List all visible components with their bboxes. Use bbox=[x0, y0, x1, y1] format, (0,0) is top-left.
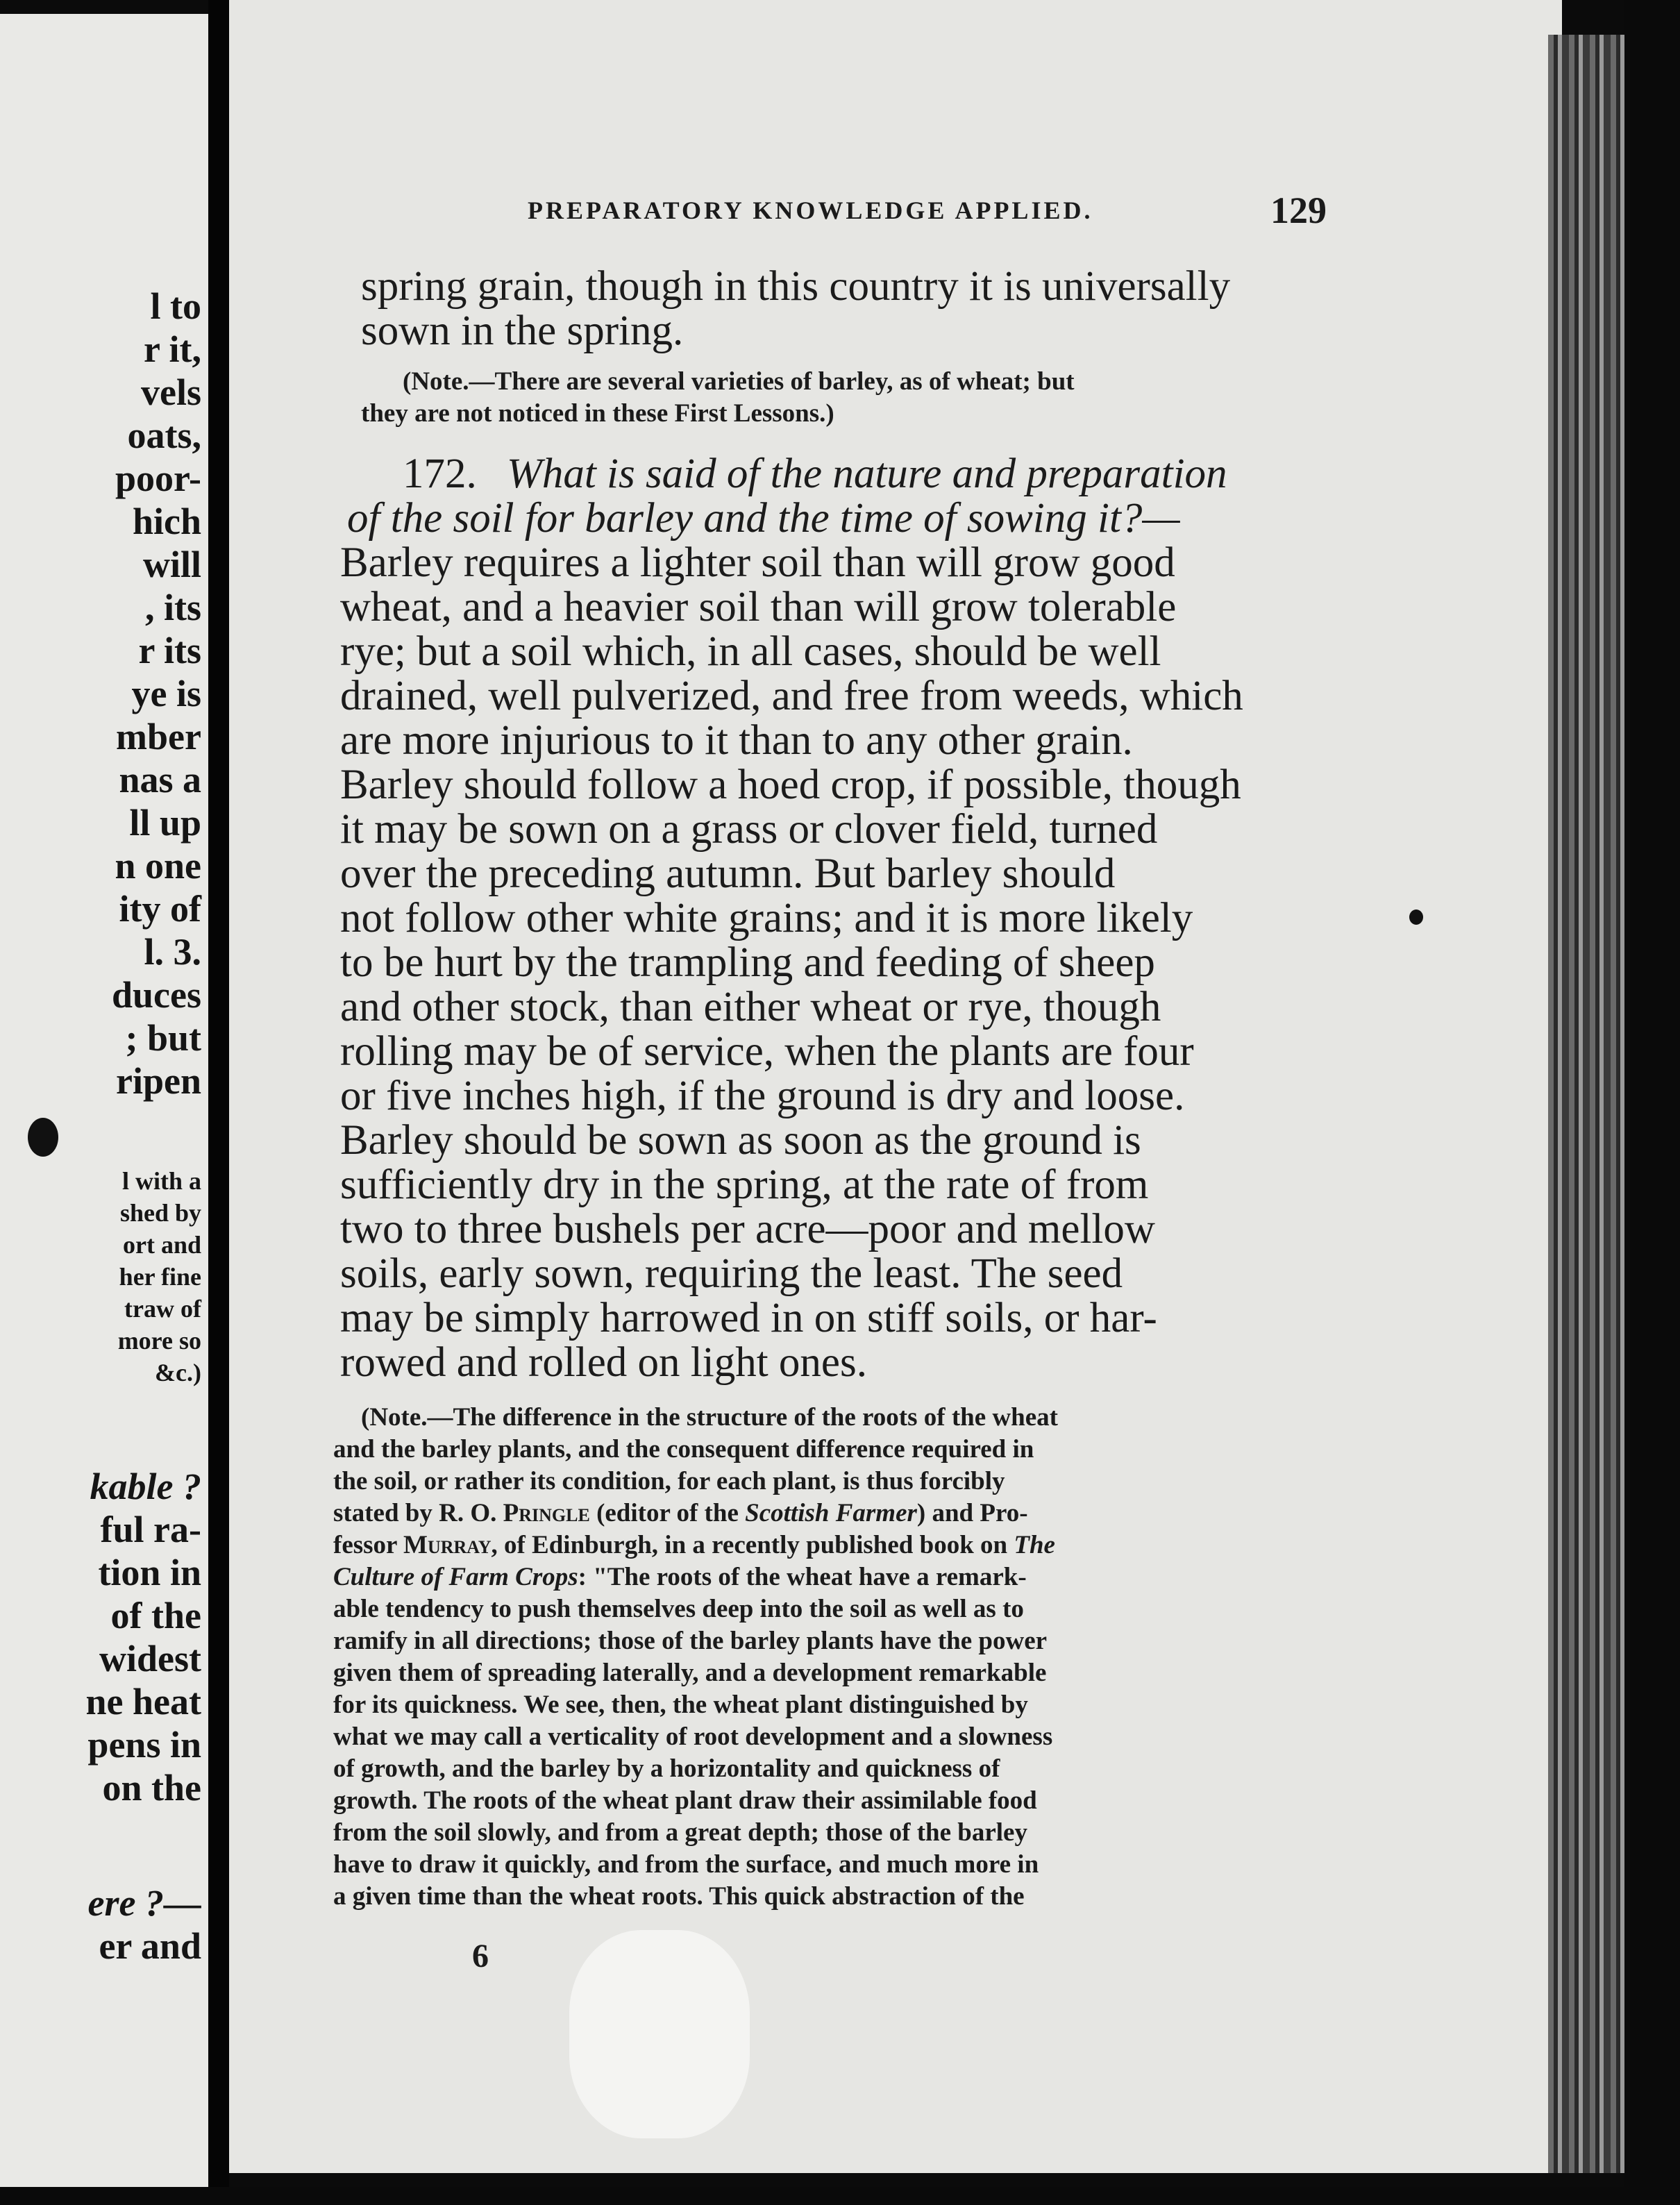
question-line: of the soil for barley and the time of sowing it?— bbox=[347, 495, 1180, 542]
note-text: : "The roots of the wheat have a remark- bbox=[578, 1563, 1027, 1591]
left-page-line: ere ?— bbox=[87, 1882, 201, 1924]
left-page-line: oats, bbox=[127, 414, 201, 456]
left-page-line: tion in bbox=[98, 1552, 201, 1593]
left-page-line: poor- bbox=[115, 458, 201, 499]
left-page-line: more so bbox=[117, 1327, 201, 1355]
scan-border-bottom bbox=[0, 2187, 1680, 2205]
text-line: not follow other white grains; and it is more likely bbox=[340, 895, 1193, 941]
note-line: (Note.—There are several varieties of barley, as of wheat; but bbox=[403, 367, 1075, 396]
signature-mark: 6 bbox=[472, 1938, 489, 1975]
book-title: The bbox=[1014, 1531, 1055, 1559]
left-page-line: traw of bbox=[124, 1295, 201, 1323]
text-line: it may be sown on a grass or clover field, turned bbox=[340, 806, 1158, 853]
note-line: (Note.—The difference in the structure of the roots of the wheat bbox=[361, 1403, 1058, 1432]
left-page-line: ne heat bbox=[85, 1681, 201, 1722]
page-edges bbox=[1548, 35, 1624, 2173]
text-line: drained, well pulverized, and free from weeds, which bbox=[340, 673, 1243, 719]
left-page-line: er and bbox=[99, 1925, 201, 1967]
note-line: given them of spreading laterally, and a development remarkable bbox=[333, 1659, 1047, 1687]
author-name: Murray bbox=[403, 1531, 492, 1559]
note-line: the soil, or rather its condition, for each plant, is thus forcibly bbox=[333, 1467, 1005, 1495]
text-line: wheat, and a heavier soil than will grow tolerable bbox=[340, 584, 1177, 630]
left-page-line: widest bbox=[99, 1638, 201, 1679]
left-page-line: n one bbox=[115, 845, 201, 887]
text-line: sufficiently dry in the spring, at the rate of from bbox=[340, 1162, 1149, 1208]
left-page-line: , its bbox=[145, 587, 201, 628]
text-line: may be simply harrowed in on stiff soils, or har- bbox=[340, 1295, 1157, 1341]
text-line: over the preceding autumn. But barley should bbox=[340, 850, 1116, 897]
left-page-line: duces bbox=[111, 974, 201, 1016]
note-line: from the soil slowly, and from a great depth; those of the barley bbox=[333, 1818, 1027, 1847]
text-line: two to three bushels per acre—poor and mellow bbox=[340, 1206, 1155, 1252]
left-page-line: her fine bbox=[119, 1263, 201, 1291]
left-page-line: will bbox=[142, 544, 201, 585]
text-line: sown in the spring. bbox=[361, 308, 684, 354]
ink-speck bbox=[1409, 909, 1423, 925]
text-line: Barley requires a lighter soil than will grow good bbox=[340, 539, 1175, 586]
note-line: a given time than the wheat roots. This quick abstraction of the bbox=[333, 1882, 1025, 1911]
note-line: of growth, and the barley by a horizontality and quickness of bbox=[333, 1754, 1000, 1783]
note-text: ) and Pro- bbox=[916, 1499, 1028, 1527]
note-line: they are not noticed in these First Lessons.) bbox=[361, 399, 834, 428]
note-line bbox=[333, 1562, 1027, 1592]
note-text: stated by bbox=[333, 1499, 439, 1527]
paper-damage-mark bbox=[569, 1930, 750, 2138]
scan-border-right bbox=[1624, 0, 1680, 2205]
text-line: soils, early sown, requiring the least. The seed bbox=[340, 1250, 1123, 1297]
left-page-line: pens in bbox=[87, 1724, 201, 1766]
running-head: PREPARATORY KNOWLEDGE APPLIED. bbox=[528, 196, 1093, 224]
note-text: , of Edinburgh, in a recently published book on bbox=[491, 1531, 1014, 1559]
left-page-line: nas a bbox=[119, 759, 201, 800]
text-line: to be hurt by the trampling and feeding of sheep bbox=[340, 939, 1155, 986]
note-text: fessor bbox=[333, 1531, 404, 1559]
note-text: (editor of the bbox=[589, 1499, 746, 1527]
publication-title: Scottish Farmer bbox=[745, 1499, 917, 1527]
left-page-line: ; but bbox=[125, 1017, 201, 1059]
left-page-line: shed by bbox=[119, 1199, 201, 1227]
left-page-line: r its bbox=[138, 630, 201, 671]
question-line: What is said of the nature and preparation bbox=[507, 451, 1227, 497]
text-line: rowed and rolled on light ones. bbox=[340, 1339, 867, 1386]
text-line: spring grain, though in this country it is universally bbox=[361, 263, 1231, 310]
note-line bbox=[333, 1530, 1055, 1560]
ink-blot bbox=[28, 1118, 58, 1157]
text-line: Barley should be sown as soon as the ground is bbox=[340, 1117, 1141, 1164]
left-page-line: l to bbox=[150, 285, 201, 327]
note-line: for its quickness. We see, then, the wheat plant distinguished by bbox=[333, 1691, 1028, 1719]
left-page-line: of the bbox=[110, 1595, 201, 1636]
left-page-line: vels bbox=[141, 371, 201, 413]
left-page-line: ort and bbox=[122, 1231, 201, 1259]
left-page-line: ful ra- bbox=[100, 1509, 201, 1550]
left-facing-page bbox=[0, 14, 208, 2191]
left-page-line: ye is bbox=[131, 673, 201, 714]
left-page-line: ripen bbox=[115, 1060, 201, 1102]
left-page-line: ity of bbox=[119, 888, 201, 930]
left-page-line: l with a bbox=[121, 1167, 201, 1195]
text-line: rolling may be of service, when the plants are four bbox=[340, 1028, 1194, 1075]
note-line bbox=[333, 1498, 1028, 1528]
book-title: Culture of Farm Crops bbox=[333, 1563, 578, 1591]
left-page-line: l. 3. bbox=[144, 931, 201, 973]
left-page-line: on the bbox=[102, 1767, 201, 1809]
left-page-line: &c.) bbox=[155, 1359, 201, 1386]
author-name: R. O. Pringle bbox=[439, 1499, 590, 1527]
page-number: 129 bbox=[1270, 190, 1327, 231]
left-page-line: mber bbox=[116, 716, 201, 757]
note-line: have to draw it quickly, and from the surface, and much more in bbox=[333, 1850, 1039, 1879]
left-page-line: kable ? bbox=[90, 1466, 201, 1507]
text-line: and other stock, than either wheat or rye, though bbox=[340, 984, 1161, 1030]
note-line: growth. The roots of the wheat plant draw their assimilable food bbox=[333, 1786, 1037, 1815]
question-number: 172. bbox=[403, 451, 477, 497]
text-line: rye; but a soil which, in all cases, should be well bbox=[340, 628, 1161, 675]
text-line: are more injurious to it than to any other grain. bbox=[340, 717, 1133, 764]
left-page-line: ll up bbox=[129, 802, 201, 844]
note-line: and the barley plants, and the consequent difference required in bbox=[333, 1435, 1034, 1464]
note-line: able tendency to push themselves deep into the soil as well as to bbox=[333, 1595, 1024, 1623]
text-line: Barley should follow a hoed crop, if possible, though bbox=[340, 762, 1241, 808]
book-gutter bbox=[208, 0, 229, 2205]
note-line: what we may call a verticality of root development and a slowness bbox=[333, 1722, 1053, 1751]
text-line: or five inches high, if the ground is dry and loose. bbox=[340, 1073, 1185, 1119]
left-page-line: hich bbox=[132, 501, 201, 542]
left-page-line: r it, bbox=[144, 328, 201, 370]
note-line: ramify in all directions; those of the barley plants have the power bbox=[333, 1627, 1048, 1655]
